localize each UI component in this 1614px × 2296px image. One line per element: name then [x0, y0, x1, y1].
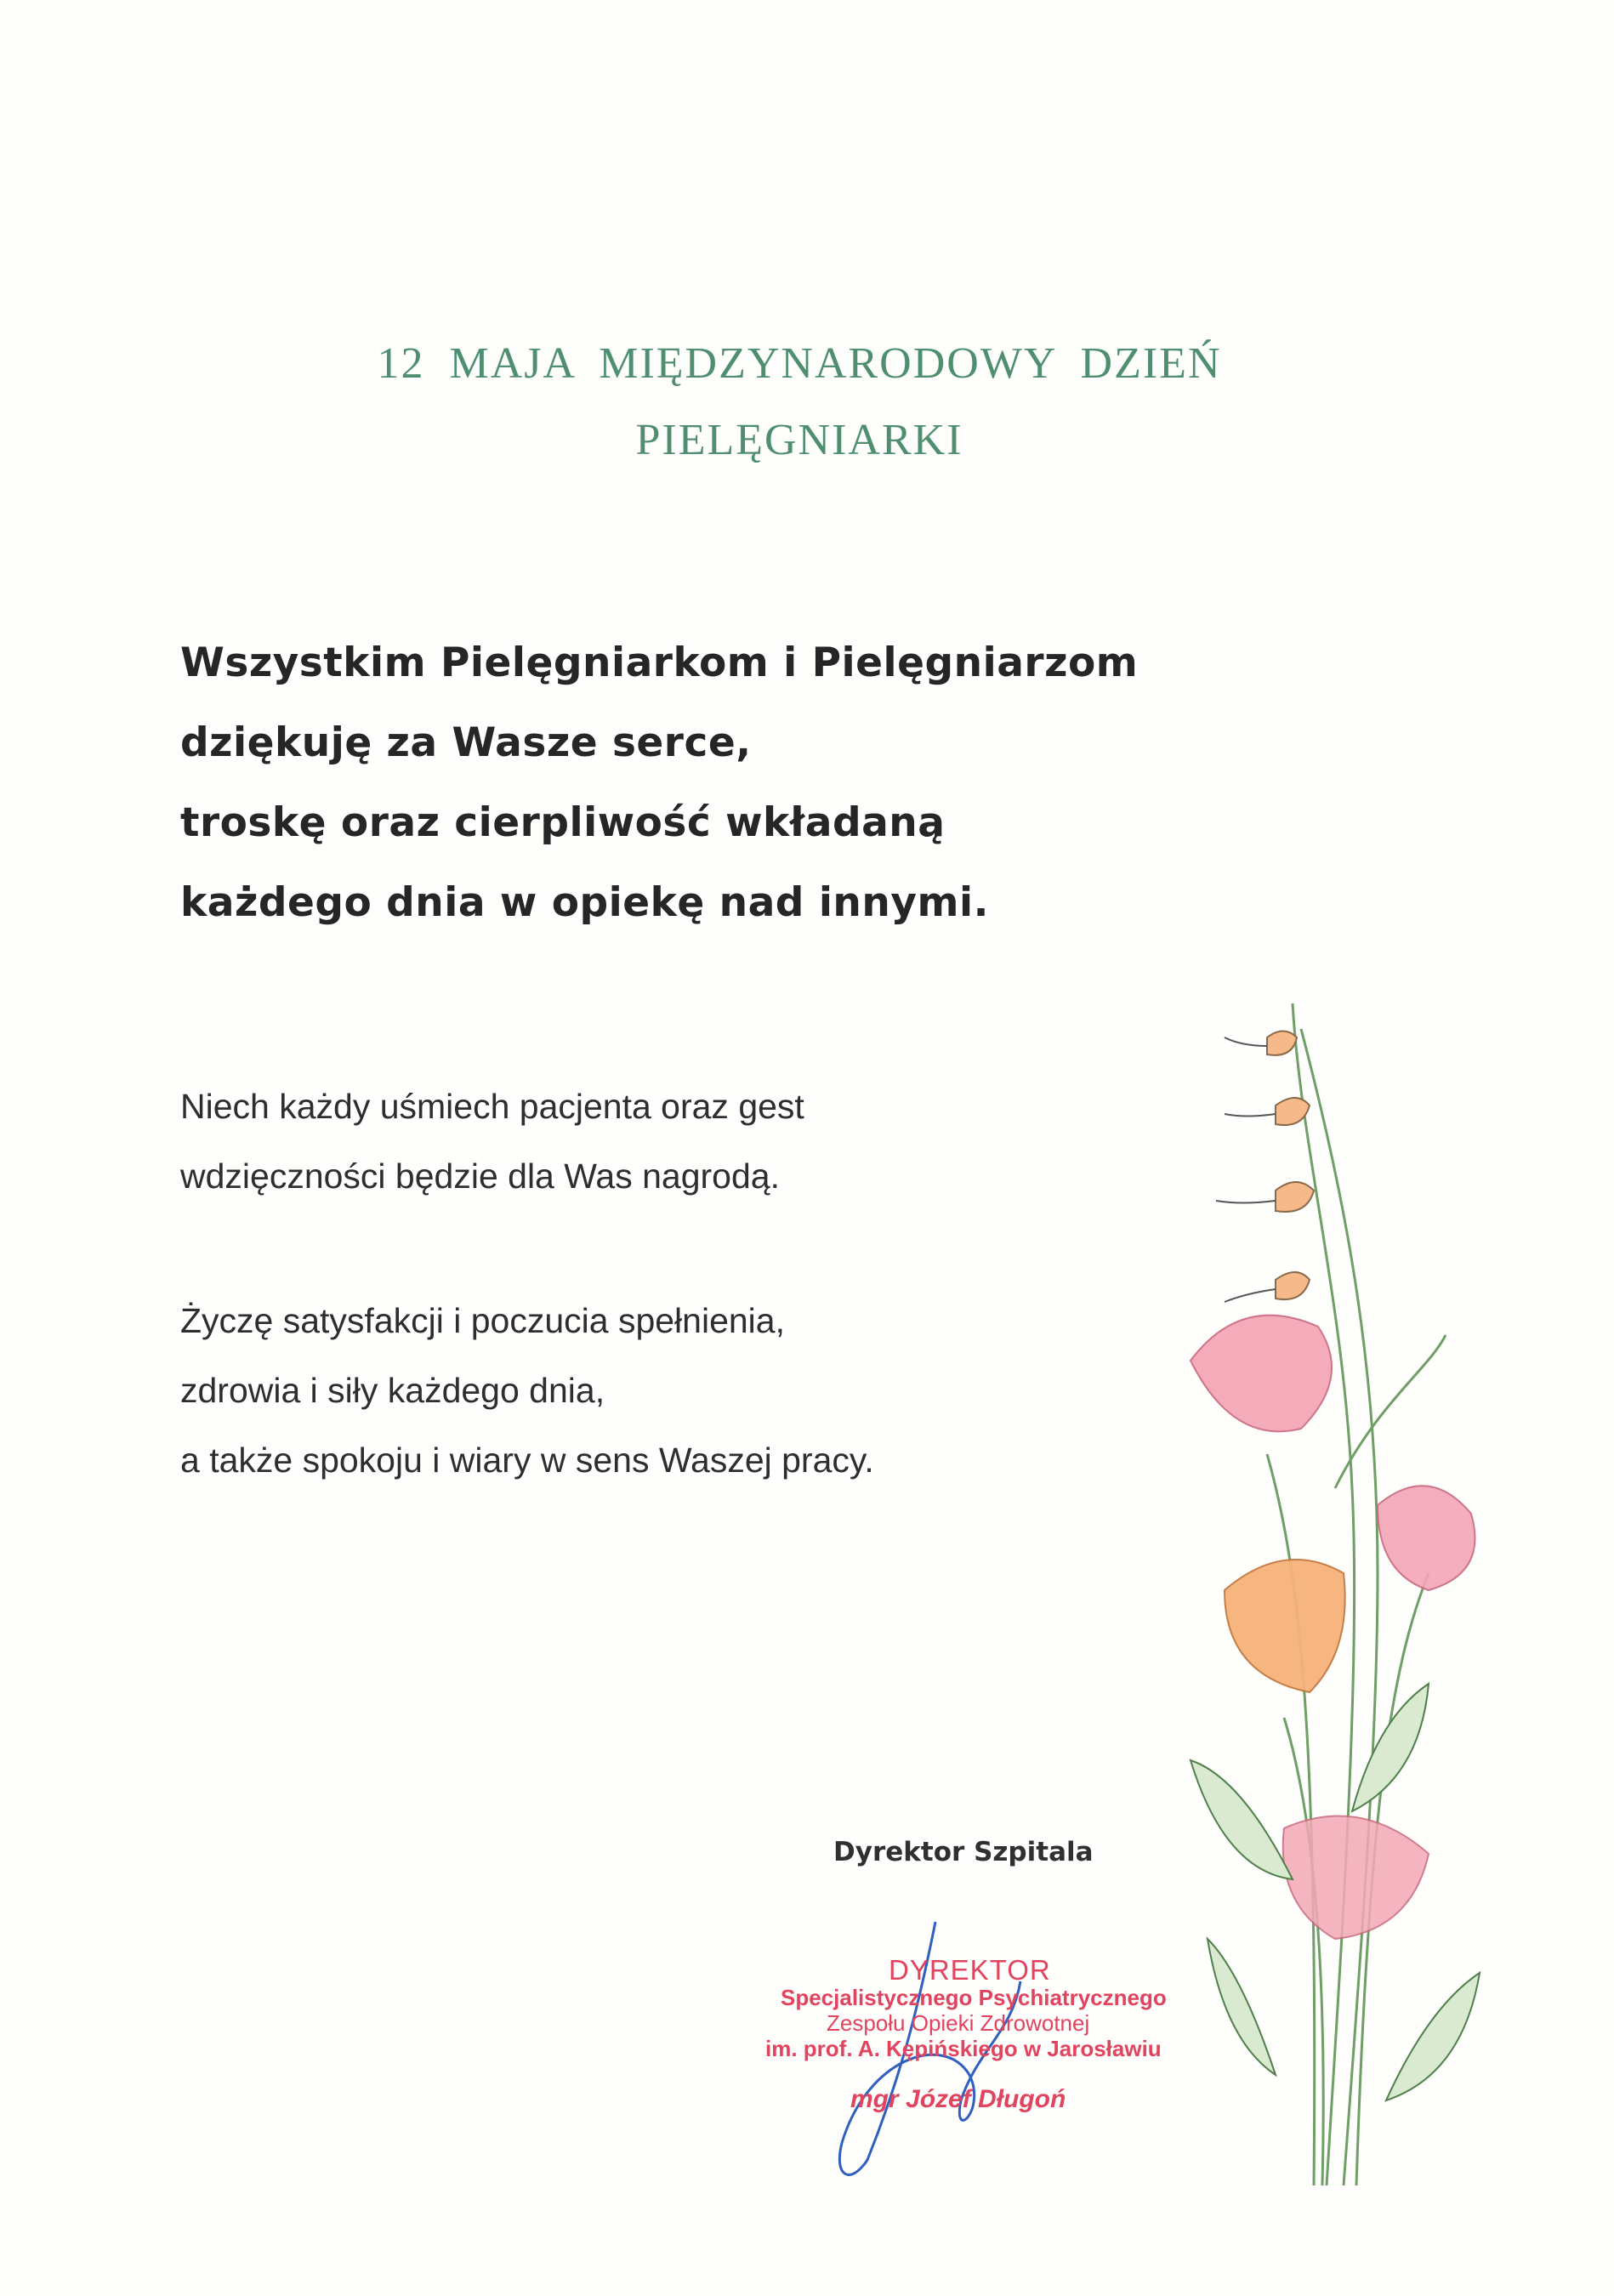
greeting-line-3: troskę oraz cierpliwość wkładaną	[180, 799, 946, 846]
paragraph-1-line-1: Niech każdy uśmiech pacjenta oraz gest	[180, 1087, 804, 1126]
stamp-line-1: DYREKTOR	[889, 1954, 1051, 1986]
stamp-line-3: Zespołu Opieki Zdrowotnej	[827, 2010, 1090, 2036]
flower-decoration-icon	[1174, 978, 1531, 2202]
paragraph-2-line-2: zdrowia i siły każdego dnia,	[180, 1371, 605, 1410]
paragraph-1-line-2: wdzięczności będzie dla Was nagrodą.	[180, 1157, 780, 1196]
stamp-line-4: im. prof. A. Kępińskiego w Jarosławiu	[765, 2036, 1162, 2061]
title-line-2: PIELĘGNIARKI	[635, 416, 963, 464]
paragraph-2-line-3: a także spokoju i wiary w sens Waszej pracy.	[180, 1441, 874, 1480]
stamp-line-2: Specjalistycznego Psychiatrycznego	[781, 1985, 1167, 2010]
title-line-1: 12 MAJA MIĘDZYNARODOWY DZIEŃ	[377, 339, 1222, 388]
stamp-line-5: mgr Józef Długoń	[850, 2085, 1066, 2113]
greeting-line-2: dziękuję za Wasze serce,	[180, 719, 752, 766]
signer-title: Dyrektor Szpitala	[833, 1837, 1094, 1867]
greeting-line-1: Wszystkim Pielęgniarkom i Pielęgniarzom	[180, 639, 1139, 686]
greeting-line-4: każdego dnia w opiekę nad innymi.	[180, 879, 989, 926]
paragraph-2-line-1: Życzę satysfakcji i poczucia spełnienia,	[180, 1301, 785, 1340]
